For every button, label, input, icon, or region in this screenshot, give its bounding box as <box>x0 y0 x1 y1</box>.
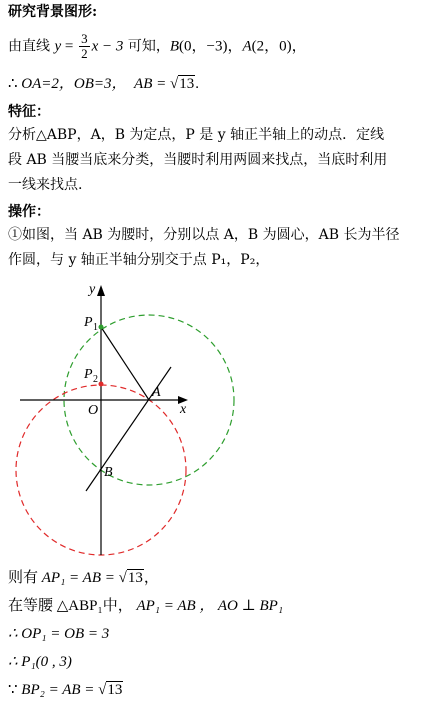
heading-background: 研究背景图形: <box>8 4 98 20</box>
point-b-coords: (0，−3)， <box>179 38 243 55</box>
point-p1 <box>99 325 104 330</box>
operation-line-1: ①如图，当 AB 为腰时，分别以点 A，B 为圆心，AB 长为半径 <box>8 227 400 243</box>
therefore-symbol: ∴ <box>8 76 22 92</box>
conclusion-line-3: ∴ OP₁ = OB = 3 <box>8 626 110 642</box>
operation-line-2: 作圆，与 y 轴正半轴分别交于点 P₁，P₂， <box>8 252 270 268</box>
conclusion-5-eq: BP₂ = AB = <box>21 682 99 698</box>
conclusion-1-end: ， <box>143 570 159 586</box>
conclusion-2-prefix: 在等腰 △ABP₁中， <box>8 598 133 614</box>
sqrt-radicand-5: 13 <box>107 682 123 698</box>
point-a-coords: (2，0)， <box>251 38 307 55</box>
conclusion-2-eq: AP₁ = AB ， AO ⊥ BP₁ <box>136 598 284 614</box>
line-eq-y: y <box>54 38 62 55</box>
fraction-numerator: 3 <box>81 31 88 46</box>
conclusion-line-5 <box>8 680 123 700</box>
label-x: x <box>180 402 187 417</box>
feature-line-3: 一线来找点. <box>8 177 83 193</box>
sqrt-radicand-1: 13 <box>127 570 143 586</box>
heading-feature: 特征： <box>8 104 50 120</box>
label-b: B <box>104 465 113 480</box>
sqrt-13: √13 <box>170 76 195 92</box>
line-eq-rest: x − 3 <box>91 38 124 55</box>
line-eq-known: 可知， <box>123 38 170 55</box>
conclusion-line-2 <box>8 596 283 616</box>
point-p2 <box>99 382 104 387</box>
point-a-name: A <box>242 38 252 55</box>
label-p2-sub: 2 <box>93 374 98 385</box>
lengths-text: OA=2，OB=3， <box>21 76 127 92</box>
feature-line-1: 分析△ABP，A，B 为定点，P 是 y 轴正半轴上的动点．定线 <box>8 127 385 143</box>
sqrt-radicand: 13 <box>179 76 195 92</box>
ab-label: AB = <box>134 76 170 92</box>
label-a: A <box>152 385 161 400</box>
label-y: y <box>89 282 96 297</box>
feature-line-2: 段 AB 当腰当底来分类，当腰时利用两圆来找点，当底时利用 <box>8 152 388 168</box>
conclusion-line-4: ∴ P₁(0 , 3) <box>8 654 72 670</box>
fraction-denominator: 2 <box>81 46 88 61</box>
line-eq-prefix: 由直线 <box>8 38 55 55</box>
label-p1: P <box>84 315 93 330</box>
label-p2: P <box>84 367 93 382</box>
point-b-name: B <box>169 38 179 55</box>
heading-operation: 操作： <box>8 204 50 220</box>
label-o: O <box>88 403 99 418</box>
sqrt-13-conclusion-5: √13 <box>98 682 123 698</box>
sqrt-13-conclusion-1: √13 <box>118 570 143 586</box>
label-p1-sub: 1 <box>93 322 98 333</box>
conclusion-1-prefix: 则有 <box>8 570 42 586</box>
conclusion-line-1 <box>8 568 159 588</box>
conclusion-1-eq: AP₁ = AB = <box>41 570 119 586</box>
line-eq-equals: = <box>61 38 78 55</box>
because-symbol: ∵ <box>8 682 22 698</box>
lengths-end: . <box>195 76 199 92</box>
y-axis-arrow-icon <box>97 285 105 296</box>
